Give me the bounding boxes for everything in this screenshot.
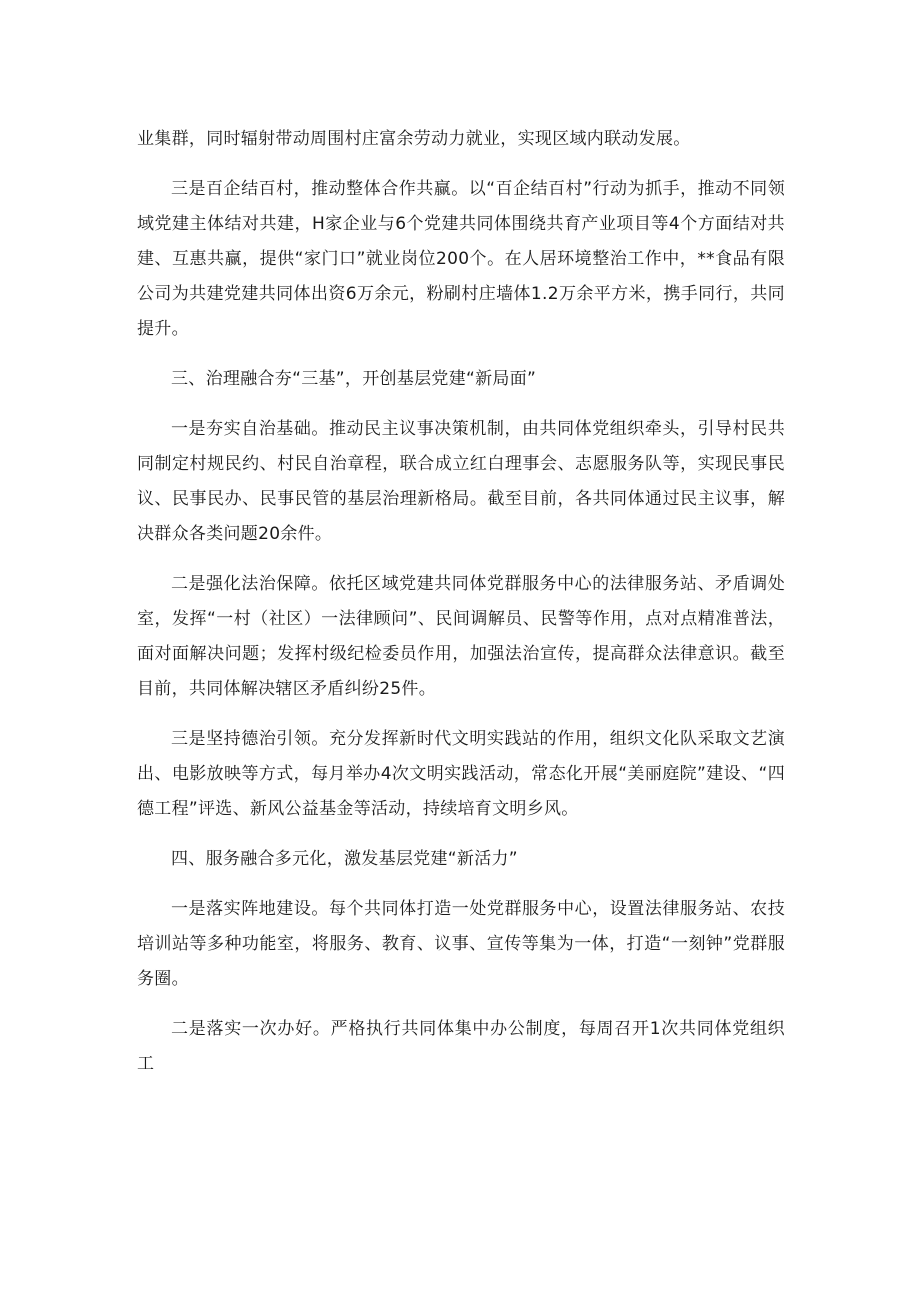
section-heading-governance: 三、治理融合夯“三基”，开创基层党建“新局面” — [171, 369, 537, 389]
paragraph-one-stop-service: 二是落实一次办好。严格执行共同体集中办公制度，每周召开1次共同体党组织工 — [137, 1019, 785, 1074]
paragraph-rule-of-law: 二是强化法治保障。依托区域党建共同体党群服务中心的法律服务站、矛盾调处室，发挥“一村（社区）一法律顾问”、民间调解员、民警等作用，点对点精准普法，面对面解决问题；发挥村级纪检委员作用，加强法治宣传，提高群众法律意识。截至目前，共同体解决辖区矛盾纠纷25件。 — [137, 574, 785, 699]
section-heading-services: 四、服务融合多元化，激发基层党建“新活力” — [171, 849, 518, 869]
paragraph-self-governance: 一是夯实自治基础。推动民主议事决策机制，由共同体党组织牵头，引导村民共同制定村规民约、村民自治章程，联合成立红白理事会、志愿服务队等，实现民事民议、民事民办、民事民管的基层治理新格局。截至目前，各共同体通过民主议事，解决群众各类问题20余件。 — [137, 419, 785, 544]
paragraph-rule-of-virtue: 三是坚持德治引领。充分发挥新时代文明实践站的作用，组织文化队采取文艺演出、电影放映等方式，每月举办4次文明实践活动，常态化开展“美丽庭院”建设、“四德工程”评选、新风公益基金等活动，持续培育文明乡风。 — [137, 729, 785, 819]
paragraph-continued: 业集群，同时辐射带动周围村庄富余劳动力就业，实现区域内联动发展。 — [137, 129, 691, 149]
document-body — [137, 122, 785, 1097]
paragraph-baiqi-jie-baicun: 三是百企结百村，推动整体合作共赢。以“百企结百村”行动为抓手，推动不同领域党建主体结对共建，H家企业与6个党建共同体围绕共育产业项目等4个方面结对共建、互惠共赢，提供“家门口”就业岗位200个。在人居环境整治工作中，**食品有限公司为共建党建共同体出资6万余元，粉刷村庄墙体1.2万余平方米，携手同行，共同提升。 — [137, 179, 785, 339]
paragraph-position-building: 一是落实阵地建设。每个共同体打造一处党群服务中心，设置法律服务站、农技培训站等多种功能室，将服务、教育、议事、宣传等集为一体，打造“一刻钟”党群服务圈。 — [137, 899, 785, 989]
